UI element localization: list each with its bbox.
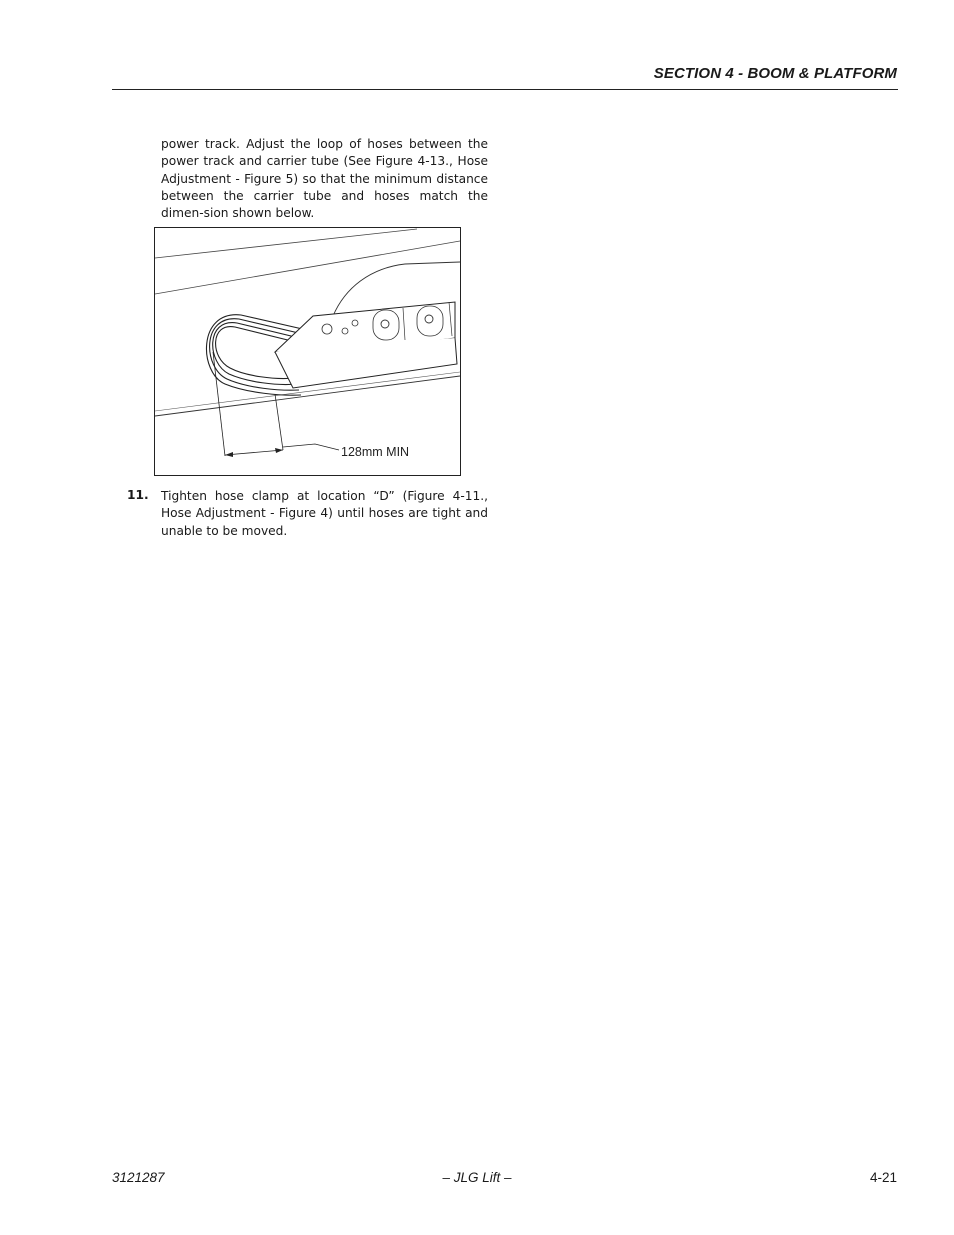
page-number: 4-21 — [869, 1170, 897, 1185]
step-text: Tighten hose clamp at location “D” (Figure 4-11., Hose Adjustment - Figure 4) until hoses are tight and unable to be moved. — [161, 489, 488, 538]
document-number: 3121287 — [112, 1170, 165, 1185]
intro-paragraph: power track. Adjust the loop of hoses between the power track and carrier tube (See Figure 4-13., Hose Adjustment - Figure 5) so that the minimum distance between the carrier tube and hoses match the dimen-sion shown below. — [161, 137, 488, 221]
boom-edge-line — [155, 241, 460, 294]
dimension-extension-line — [275, 394, 283, 450]
dimension-callout: 128mm MIN — [341, 445, 410, 459]
dimension-arrow-icon — [275, 448, 283, 453]
dimension-extension-line — [213, 352, 225, 456]
callout-leader — [283, 444, 339, 450]
publisher-label: – JLG Lift – — [442, 1170, 512, 1185]
section-title: SECTION 4 - BOOM & PLATFORM — [653, 65, 897, 82]
boom-edge-line — [155, 229, 417, 258]
header-divider — [112, 89, 898, 90]
hose-adjustment-figure — [154, 227, 461, 476]
step-number: 11. — [127, 488, 149, 502]
dimension-line — [225, 450, 283, 455]
hose-loop-illustration — [155, 228, 460, 475]
